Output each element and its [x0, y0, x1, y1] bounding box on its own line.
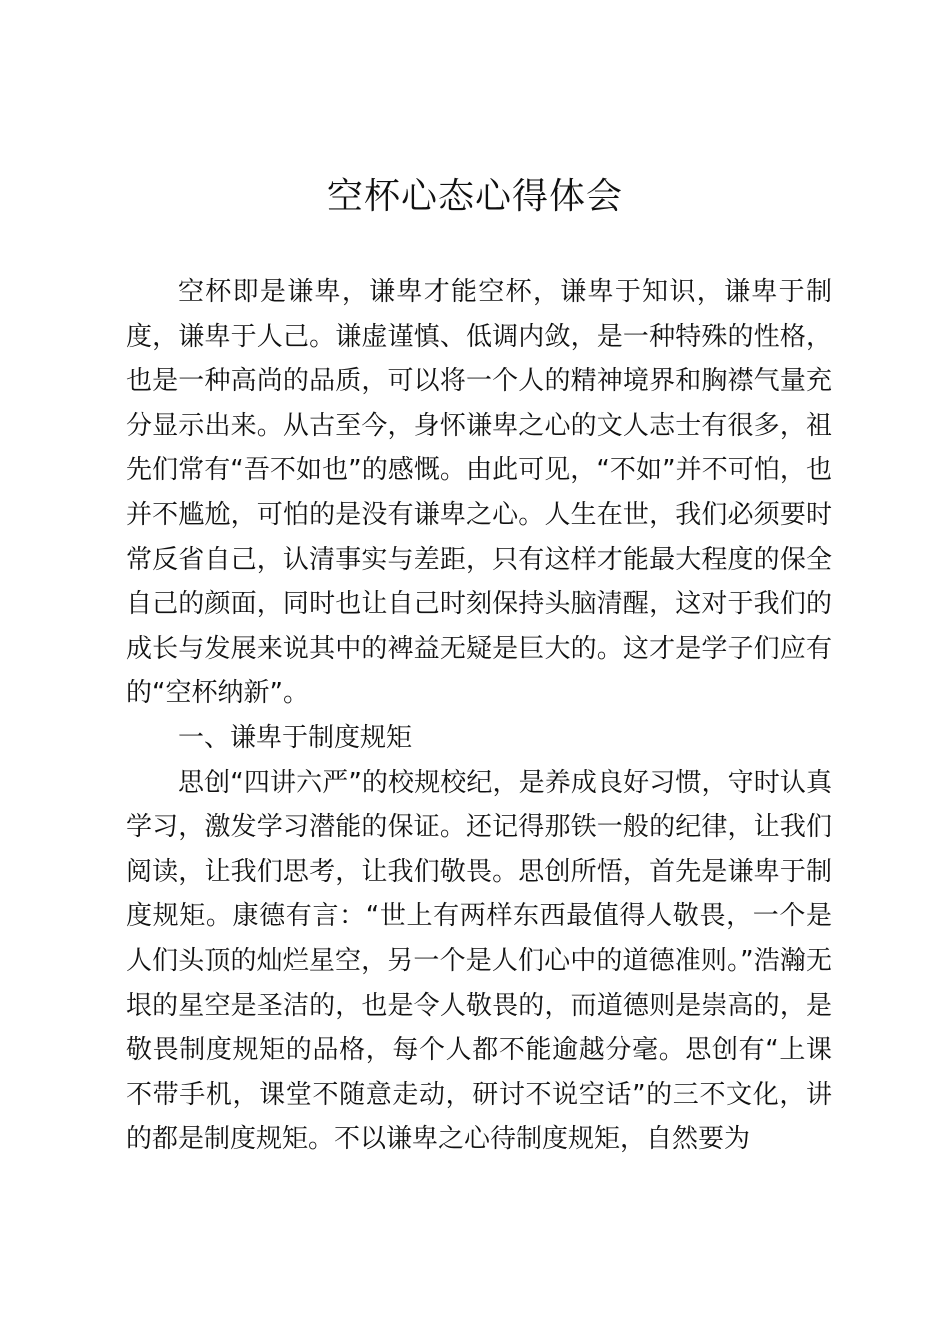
document-body: [126, 270, 832, 1162]
document-title: 空杯心态心得体会: [326, 176, 623, 217]
section-heading-1: 一、谦卑于制度规矩: [178, 722, 413, 753]
paragraph-section-1: 思创“四讲六严”的校规校纪，是养成良好习惯，守时认真学习，激发学习潜能的保证。还记得那铁一般的纪律，让我们阅读，让我们思考，让我们敬畏。思创所悟，首先是谦卑于制度规矩。康德有言：“世上有两样东西最值得人敬畏，一个是人们头顶的灿烂星空，另一个是人们心中的道德准则。”浩瀚无垠的星空是圣洁的，也是令人敬畏的，而道德则是崇高的，是敬畏制度规矩的品格，每个人都不能逾越分毫。思创有“上课不带手机，课堂不随意走动，研讨不说空话”的三不文化，讲的都是制度规矩。不以谦卑之心待制度规矩，自然要为: [126, 767, 832, 1155]
paragraph-intro: 空杯即是谦卑，谦卑才能空杯，谦卑于知识，谦卑于制度，谦卑于人己。谦虚谨慎、低调内敛，是一种特殊的性格，也是一种高尚的品质，可以将一个人的精神境界和胸襟气量充分显示出来。从古至今，身怀谦卑之心的文人志士有很多，祖先们常有“吾不如也”的感慨。由此可见，“不如”并不可怕，也并不尴尬，可怕的是没有谦卑之心。人生在世，我们必须要时常反省自己，认清事实与差距，只有这样才能最大程度的保全自己的颜面，同时也让自己时刻保持头脑清醒，这对于我们的成长与发展来说其中的裨益无疑是巨大的。这才是学子们应有的“空杯纳新”。: [126, 277, 832, 709]
